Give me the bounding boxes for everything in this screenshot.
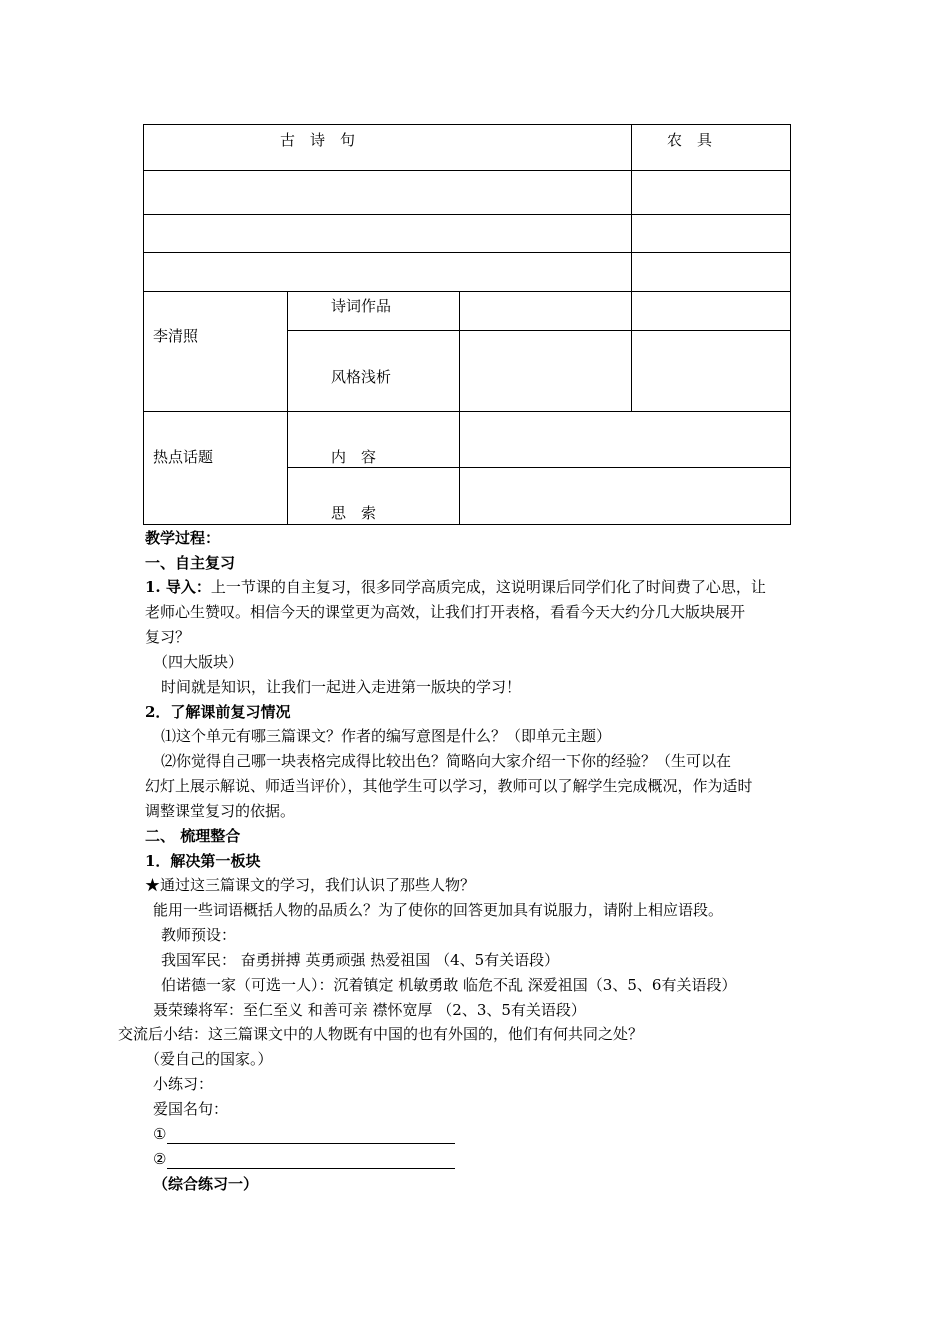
row-divider bbox=[287, 330, 791, 331]
blank-1-underline bbox=[167, 1127, 455, 1144]
preset-army: 我国军民： 奋勇拼搏 英勇顽强 热爱祖国 （4、5有关语段） bbox=[161, 951, 560, 969]
row-divider bbox=[143, 170, 791, 171]
blank-2-underline bbox=[167, 1152, 455, 1169]
question-one: ⑴这个单元有哪三篇课文？作者的编写意图是什么？（即单元主题） bbox=[161, 727, 612, 745]
star-question-2: 能用一些词语概括人物的品质么？为了使你的回答更加具有说服力，请附上相应语段。 bbox=[153, 901, 724, 919]
hot-topic-label: 热点话题 bbox=[153, 448, 214, 466]
question-two-line-2: 幻灯上展示解说、师适当评价），其他学生可以学习，教师可以了解学生完成概况，作为适时 bbox=[145, 777, 753, 795]
star-question: ★通过这三篇课文的学习，我们认识了那些人物？ bbox=[145, 876, 476, 894]
summary-answer: （爱自己的国家。） bbox=[145, 1050, 273, 1068]
header-tool: 农 具 bbox=[667, 131, 713, 149]
review-status-heading: 2．了解课前复习情况 bbox=[145, 703, 291, 721]
header-poem: 古 诗 句 bbox=[280, 131, 356, 149]
intro-line-3: 复习？ bbox=[145, 628, 191, 646]
quote-blank-1 bbox=[153, 1124, 455, 1144]
li-style-label: 风格浅析 bbox=[331, 368, 392, 386]
time-knowledge-line: 时间就是知识，让我们一起进入走进第一版块的学习！ bbox=[161, 678, 522, 696]
col-divider bbox=[459, 291, 460, 525]
four-blocks-note: （四大版块） bbox=[153, 653, 244, 671]
li-works-label: 诗词作品 bbox=[331, 297, 392, 315]
intro-colon: ： bbox=[195, 578, 211, 596]
blank-1-marker: ① bbox=[153, 1125, 167, 1143]
quote-blank-2 bbox=[153, 1149, 455, 1169]
table-border bbox=[143, 124, 791, 525]
hot-content-label: 内 容 bbox=[331, 448, 377, 466]
intro-line-1 bbox=[145, 577, 766, 597]
section-one-heading: 一、自主复习 bbox=[145, 554, 236, 572]
intro-text: 上一节课的自主复习，很多同学高质完成，这说明课后同学们化了时间费了心思，让 bbox=[210, 578, 766, 596]
row-divider bbox=[143, 214, 791, 215]
col-divider bbox=[631, 124, 632, 411]
section-two-heading: 二、 梳理整合 bbox=[145, 827, 241, 845]
summary-question: 交流后小结：这三篇课文中的人物既有中国的也有外国的，他们有何共同之处？ bbox=[118, 1025, 644, 1043]
preset-nie: 聂荣臻将军：至仁至义 和善可亲 襟怀宽厚 （2、3、5有关语段） bbox=[153, 1001, 586, 1019]
intro-line-2: 老师心生赞叹。相信今天的课堂更为高效，让我们打开表格，看看今天大约分几大版块展开 bbox=[145, 603, 746, 621]
row-divider bbox=[143, 291, 791, 292]
hot-thought-label: 思 索 bbox=[331, 504, 377, 522]
patriotic-quotes-label: 爱国名句： bbox=[153, 1100, 229, 1118]
row-divider bbox=[143, 411, 791, 412]
review-table bbox=[0, 0, 950, 530]
exercise-ref: （综合练习一） bbox=[153, 1175, 259, 1193]
question-two-line-3: 调整课堂复习的依据。 bbox=[145, 802, 296, 820]
practice-label: 小练习： bbox=[153, 1075, 214, 1093]
li-qingzhao-label: 李清照 bbox=[153, 327, 199, 345]
blank-2-marker: ② bbox=[153, 1150, 167, 1168]
question-two-line-1: ⑵你觉得自己哪一块表格完成得比较出色？简略向大家介绍一下你的经验？（生可以在 bbox=[161, 752, 732, 770]
teacher-preset-label: 教师预设： bbox=[161, 926, 237, 944]
row-divider bbox=[287, 467, 791, 468]
block-one-heading: 1．解决第一板块 bbox=[145, 852, 261, 870]
row-divider bbox=[143, 252, 791, 253]
col-divider bbox=[287, 291, 288, 525]
process-heading: 教学过程： bbox=[145, 529, 221, 547]
intro-number: 1. bbox=[145, 578, 166, 596]
intro-title: 导入 bbox=[165, 578, 196, 596]
preset-bernard: 伯诺德一家（可选一人）：沉着镇定 机敏勇敢 临危不乱 深爱祖国（3、5、6有关语段） bbox=[161, 976, 737, 994]
